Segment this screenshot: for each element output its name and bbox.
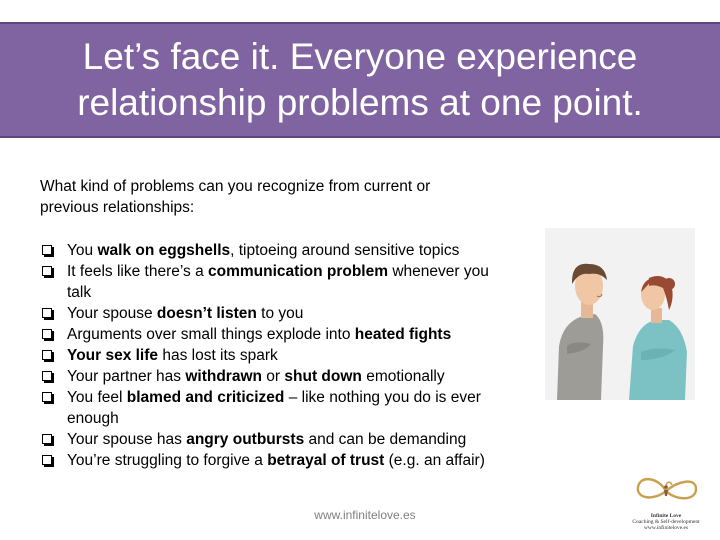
list-item: Your partner has withdrawn or shut down emotionally <box>40 366 515 387</box>
problem-checklist <box>40 240 515 471</box>
intro-line-2: previous relationships: <box>40 199 195 216</box>
infinite-love-logo <box>628 465 704 535</box>
list-item: Your spouse doesn’t listen to you <box>40 303 515 324</box>
intro-line-1: What kind of problems can you recognize from current or <box>40 178 431 195</box>
infinity-heart-icon <box>628 465 704 513</box>
list-item: Arguments over small things explode into heated fights <box>40 324 515 345</box>
couple-illustration <box>545 228 695 400</box>
list-item: Your spouse has angry outbursts and can be demanding <box>40 429 515 450</box>
list-item: Your sex life has lost its spark <box>40 345 515 366</box>
logo-url: www.infinitelove.es <box>643 525 689 531</box>
list-item: It feels like there’s a communication problem whenever you talk <box>40 261 515 303</box>
checkbox-icon <box>42 434 52 444</box>
checkbox-icon <box>42 266 52 276</box>
title-line-2: relationship problems at one point. <box>77 82 643 123</box>
checkbox-icon <box>42 350 52 360</box>
title-banner <box>0 22 720 138</box>
checkbox-icon <box>42 455 52 465</box>
website-footer: www.infinitelove.es <box>314 508 416 522</box>
checkbox-icon <box>42 245 52 255</box>
checkbox-icon <box>42 308 52 318</box>
checkbox-icon <box>42 371 52 381</box>
checkbox-icon <box>42 392 52 402</box>
list-item: You walk on eggshells, tiptoeing around sensitive topics <box>40 240 515 261</box>
intro-text <box>40 176 510 218</box>
checkbox-icon <box>42 329 52 339</box>
logo-tagline: Coaching & Self-development <box>632 519 700 525</box>
logo-brand-name: Infinite Love <box>650 513 682 519</box>
list-item: You feel blamed and criticized – like nothing you do is ever enough <box>40 387 515 429</box>
title-line-1: Let’s face it. Everyone experience <box>82 36 638 77</box>
list-item: You’re struggling to forgive a betrayal of trust (e.g. an affair) <box>40 450 515 471</box>
